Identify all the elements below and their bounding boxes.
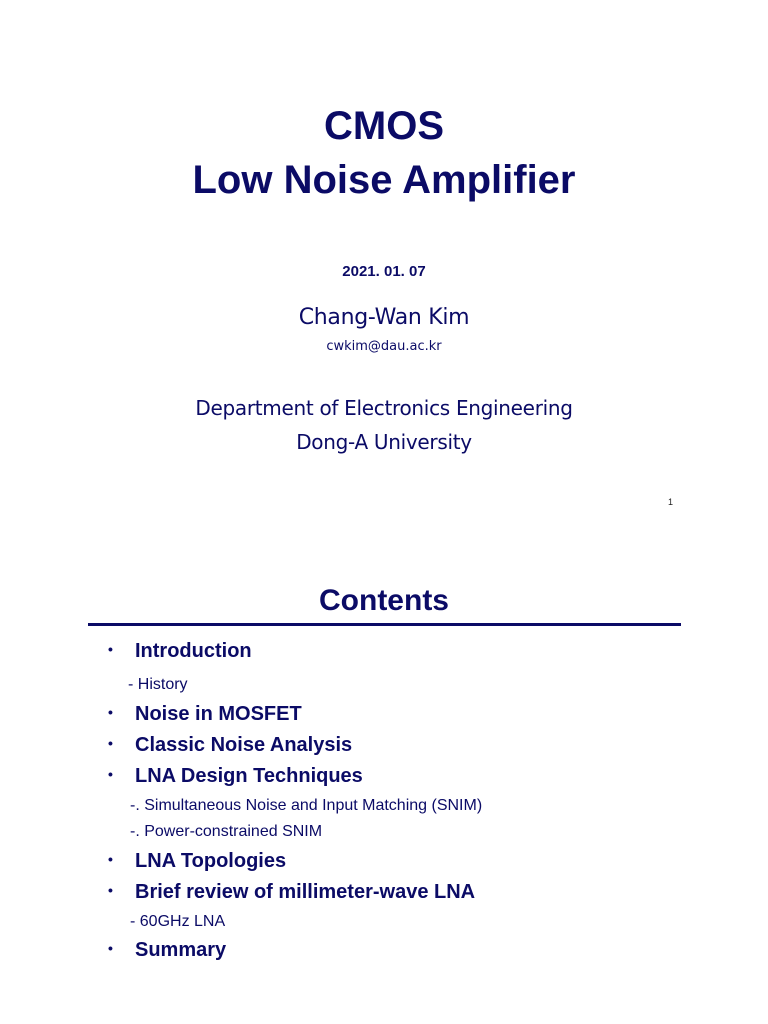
list-item-lna-topologies: [108, 850, 286, 873]
list-item-label: Summary: [135, 939, 227, 961]
list-item-label: Brief review of millimeter-wave LNA: [135, 881, 476, 903]
title-line-2: Low Noise Amplifier: [192, 158, 576, 202]
sub-item-60ghz-lna: - 60GHz LNA: [130, 913, 226, 930]
bullet-icon: •: [108, 851, 113, 867]
list-item-label: LNA Design Techniques: [135, 765, 363, 787]
sub-item-power-constrained-snim: -. Power-constrained SNIM: [130, 823, 323, 840]
university: Dong-A University: [296, 430, 472, 454]
list-item-label: LNA Topologies: [135, 850, 287, 872]
bullet-icon: •: [108, 940, 113, 956]
author-name: Chang-Wan Kim: [298, 305, 470, 330]
list-item-label: Classic Noise Analysis: [135, 734, 353, 756]
page-number: 1: [668, 497, 674, 507]
bullet-icon: •: [108, 882, 113, 898]
contents-slide: [0, 520, 768, 1024]
list-item-noise-in-mosfet: [108, 703, 302, 726]
bullet-icon: •: [108, 704, 113, 720]
list-item-mmwave-lna: [108, 881, 475, 904]
contents-title: Contents: [319, 584, 449, 617]
bullet-icon: •: [108, 766, 113, 782]
date: 2021. 01. 07: [342, 263, 426, 280]
title-divider: [88, 623, 681, 626]
list-item-label: Noise in MOSFET: [135, 703, 302, 725]
list-item-classic-noise-analysis: [108, 734, 352, 757]
list-item-summary: [108, 939, 226, 962]
sub-item-history: - History: [128, 676, 188, 693]
department: Department of Electronics Engineering: [195, 396, 573, 420]
list-item-label: Introduction: [135, 640, 252, 662]
list-item-lna-design-techniques: [108, 765, 363, 788]
sub-item-snim: -. Simultaneous Noise and Input Matching (SNIM): [130, 797, 483, 814]
author-email: cwkim@dau.ac.kr: [326, 339, 442, 354]
bullet-icon: •: [108, 735, 113, 751]
bullet-icon: •: [108, 641, 113, 657]
list-item-introduction: [108, 640, 252, 663]
title-line-1: CMOS: [324, 104, 444, 148]
